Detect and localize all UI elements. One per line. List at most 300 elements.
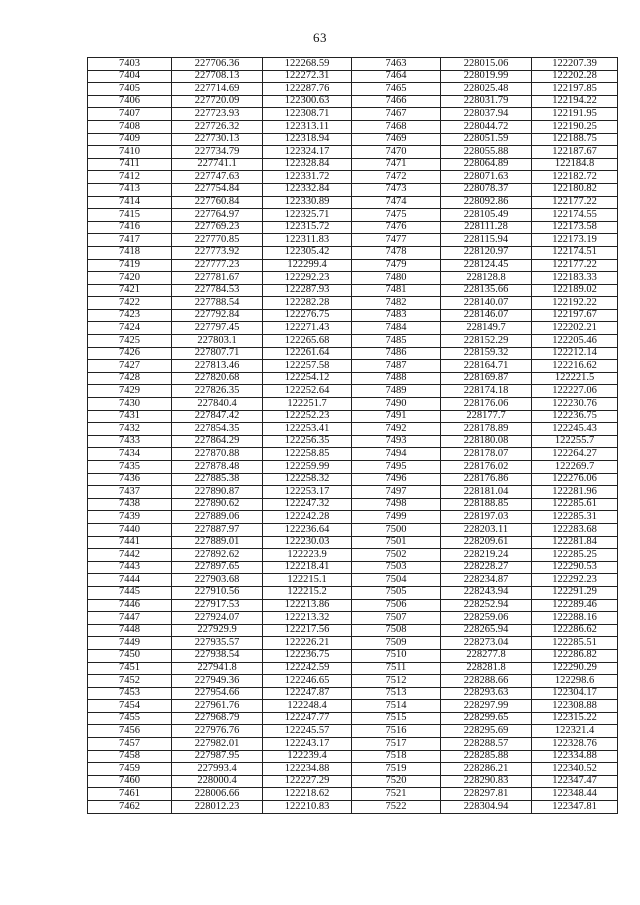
coordinates-table — [87, 57, 618, 814]
point-number-right: 7497 — [352, 486, 441, 499]
point-number-right: 7511 — [352, 662, 441, 675]
y-coordinate-right: 122308.88 — [532, 700, 618, 713]
x-coordinate-left: 228006.66 — [172, 788, 263, 801]
y-coordinate-left: 122287.76 — [263, 83, 352, 96]
point-number-right: 7472 — [352, 171, 441, 184]
y-coordinate-right: 122197.85 — [532, 83, 618, 96]
x-coordinate-right: 228120.97 — [441, 246, 532, 259]
point-number-left: 7443 — [88, 561, 172, 574]
y-coordinate-left: 122305.42 — [263, 246, 352, 259]
point-number-right: 7481 — [352, 284, 441, 297]
point-number-right: 7494 — [352, 448, 441, 461]
point-number-left: 7448 — [88, 624, 172, 637]
y-coordinate-right: 122174.51 — [532, 246, 618, 259]
point-number-right: 7488 — [352, 372, 441, 385]
x-coordinate-left: 227754.84 — [172, 183, 263, 196]
y-coordinate-left: 122245.57 — [263, 725, 352, 738]
table-row — [88, 183, 618, 196]
y-coordinate-right: 122290.29 — [532, 662, 618, 675]
x-coordinate-right: 228234.87 — [441, 574, 532, 587]
table-row — [88, 801, 618, 814]
x-coordinate-left: 227917.53 — [172, 599, 263, 612]
y-coordinate-right: 122188.75 — [532, 133, 618, 146]
y-coordinate-right: 122187.67 — [532, 146, 618, 159]
point-number-left: 7412 — [88, 171, 172, 184]
x-coordinate-right: 228288.66 — [441, 675, 532, 688]
point-number-right: 7521 — [352, 788, 441, 801]
point-number-left: 7456 — [88, 725, 172, 738]
x-coordinate-left: 227903.68 — [172, 574, 263, 587]
x-coordinate-right: 228078.37 — [441, 183, 532, 196]
x-coordinate-left: 227820.68 — [172, 372, 263, 385]
x-coordinate-left: 227924.07 — [172, 612, 263, 625]
x-coordinate-left: 228012.23 — [172, 801, 263, 814]
x-coordinate-left: 227847.42 — [172, 410, 263, 423]
x-coordinate-right: 228265.94 — [441, 624, 532, 637]
point-number-left: 7414 — [88, 196, 172, 209]
y-coordinate-right: 122245.43 — [532, 423, 618, 436]
y-coordinate-right: 122281.84 — [532, 536, 618, 549]
point-number-right: 7466 — [352, 95, 441, 108]
y-coordinate-left: 122253.17 — [263, 486, 352, 499]
table-row — [88, 70, 618, 83]
y-coordinate-left: 122330.89 — [263, 196, 352, 209]
x-coordinate-left: 227929.9 — [172, 624, 263, 637]
x-coordinate-left: 227747.63 — [172, 171, 263, 184]
y-coordinate-right: 122315.22 — [532, 712, 618, 725]
point-number-right: 7470 — [352, 146, 441, 159]
x-coordinate-right: 228055.88 — [441, 146, 532, 159]
point-number-left: 7439 — [88, 511, 172, 524]
y-coordinate-right: 122192.22 — [532, 297, 618, 310]
point-number-right: 7475 — [352, 209, 441, 222]
table-row — [88, 725, 618, 738]
point-number-left: 7451 — [88, 662, 172, 675]
y-coordinate-left: 122332.84 — [263, 183, 352, 196]
x-coordinate-left: 227720.09 — [172, 95, 263, 108]
point-number-left: 7428 — [88, 372, 172, 385]
table-row — [88, 108, 618, 121]
y-coordinate-left: 122292.23 — [263, 272, 352, 285]
y-coordinate-right: 122269.7 — [532, 461, 618, 474]
y-coordinate-right: 122180.82 — [532, 183, 618, 196]
point-number-left: 7421 — [88, 284, 172, 297]
point-number-right: 7520 — [352, 775, 441, 788]
y-coordinate-left: 122271.43 — [263, 322, 352, 335]
y-coordinate-right: 122285.25 — [532, 549, 618, 562]
x-coordinate-left: 227734.79 — [172, 146, 263, 159]
point-number-right: 7489 — [352, 385, 441, 398]
table-row — [88, 58, 618, 71]
point-number-right: 7504 — [352, 574, 441, 587]
x-coordinate-right: 228259.06 — [441, 612, 532, 625]
x-coordinate-left: 227889.06 — [172, 511, 263, 524]
table-row — [88, 586, 618, 599]
page-number: 63 — [313, 30, 327, 45]
table-row — [88, 423, 618, 436]
x-coordinate-right: 228181.04 — [441, 486, 532, 499]
x-coordinate-left: 227764.97 — [172, 209, 263, 222]
y-coordinate-right: 122202.21 — [532, 322, 618, 335]
y-coordinate-right: 122340.52 — [532, 763, 618, 776]
table-row — [88, 549, 618, 562]
y-coordinate-left: 122242.28 — [263, 511, 352, 524]
y-coordinate-right: 122182.72 — [532, 171, 618, 184]
point-number-left: 7440 — [88, 523, 172, 536]
x-coordinate-right: 228064.89 — [441, 158, 532, 171]
y-coordinate-right: 122197.67 — [532, 309, 618, 322]
x-coordinate-left: 227797.45 — [172, 322, 263, 335]
point-number-left: 7455 — [88, 712, 172, 725]
point-number-left: 7459 — [88, 763, 172, 776]
x-coordinate-right: 228169.87 — [441, 372, 532, 385]
y-coordinate-left: 122218.62 — [263, 788, 352, 801]
y-coordinate-left: 122324.17 — [263, 146, 352, 159]
y-coordinate-left: 122246.65 — [263, 675, 352, 688]
y-coordinate-right: 122177.22 — [532, 196, 618, 209]
x-coordinate-left: 227910.56 — [172, 586, 263, 599]
x-coordinate-left: 227982.01 — [172, 738, 263, 751]
y-coordinate-right: 122194.22 — [532, 95, 618, 108]
y-coordinate-left: 122215.2 — [263, 586, 352, 599]
y-coordinate-left: 122248.4 — [263, 700, 352, 713]
x-coordinate-left: 227954.66 — [172, 687, 263, 700]
x-coordinate-left: 227968.79 — [172, 712, 263, 725]
y-coordinate-left: 122213.86 — [263, 599, 352, 612]
point-number-left: 7404 — [88, 70, 172, 83]
x-coordinate-left: 227770.85 — [172, 234, 263, 247]
y-coordinate-right: 122289.46 — [532, 599, 618, 612]
y-coordinate-right: 122286.62 — [532, 624, 618, 637]
y-coordinate-right: 122189.02 — [532, 284, 618, 297]
x-coordinate-left: 227941.8 — [172, 662, 263, 675]
x-coordinate-right: 228176.86 — [441, 473, 532, 486]
y-coordinate-right: 122221.5 — [532, 372, 618, 385]
y-coordinate-right: 122264.27 — [532, 448, 618, 461]
x-coordinate-left: 227870.88 — [172, 448, 263, 461]
x-coordinate-right: 228293.63 — [441, 687, 532, 700]
point-number-left: 7403 — [88, 58, 172, 71]
table-row — [88, 398, 618, 411]
y-coordinate-right: 122236.75 — [532, 410, 618, 423]
table-row — [88, 624, 618, 637]
point-number-right: 7522 — [352, 801, 441, 814]
y-coordinate-right: 122230.76 — [532, 398, 618, 411]
y-coordinate-left: 122226.21 — [263, 637, 352, 650]
x-coordinate-left: 227892.62 — [172, 549, 263, 562]
y-coordinate-left: 122268.59 — [263, 58, 352, 71]
y-coordinate-left: 122258.85 — [263, 448, 352, 461]
x-coordinate-right: 228304.94 — [441, 801, 532, 814]
y-coordinate-right: 122334.88 — [532, 750, 618, 763]
x-coordinate-left: 227938.54 — [172, 649, 263, 662]
y-coordinate-right: 122212.14 — [532, 347, 618, 360]
x-coordinate-right: 228297.81 — [441, 788, 532, 801]
y-coordinate-right: 122285.51 — [532, 637, 618, 650]
table-row — [88, 221, 618, 234]
y-coordinate-left: 122328.84 — [263, 158, 352, 171]
x-coordinate-left: 227777.23 — [172, 259, 263, 272]
y-coordinate-left: 122243.17 — [263, 738, 352, 751]
x-coordinate-right: 228025.48 — [441, 83, 532, 96]
x-coordinate-left: 227788.54 — [172, 297, 263, 310]
point-number-right: 7467 — [352, 108, 441, 121]
point-number-right: 7487 — [352, 360, 441, 373]
point-number-right: 7493 — [352, 435, 441, 448]
x-coordinate-right: 228178.89 — [441, 423, 532, 436]
point-number-right: 7506 — [352, 599, 441, 612]
y-coordinate-left: 122313.11 — [263, 120, 352, 133]
point-number-right: 7478 — [352, 246, 441, 259]
point-number-left: 7417 — [88, 234, 172, 247]
point-number-right: 7463 — [352, 58, 441, 71]
table-row — [88, 309, 618, 322]
y-coordinate-right: 122285.61 — [532, 498, 618, 511]
point-number-left: 7437 — [88, 486, 172, 499]
point-number-left: 7427 — [88, 360, 172, 373]
point-number-left: 7438 — [88, 498, 172, 511]
x-coordinate-right: 228243.94 — [441, 586, 532, 599]
x-coordinate-left: 227890.87 — [172, 486, 263, 499]
point-number-left: 7408 — [88, 120, 172, 133]
y-coordinate-right: 122190.25 — [532, 120, 618, 133]
x-coordinate-right: 228124.45 — [441, 259, 532, 272]
table-row — [88, 272, 618, 285]
x-coordinate-left: 227781.67 — [172, 272, 263, 285]
x-coordinate-right: 228149.7 — [441, 322, 532, 335]
x-coordinate-right: 228037.94 — [441, 108, 532, 121]
point-number-right: 7518 — [352, 750, 441, 763]
table-row — [88, 511, 618, 524]
point-number-right: 7501 — [352, 536, 441, 549]
point-number-left: 7458 — [88, 750, 172, 763]
y-coordinate-right: 122177.22 — [532, 259, 618, 272]
x-coordinate-right: 228174.18 — [441, 385, 532, 398]
table-row — [88, 536, 618, 549]
point-number-right: 7484 — [352, 322, 441, 335]
point-number-right: 7486 — [352, 347, 441, 360]
x-coordinate-right: 228071.63 — [441, 171, 532, 184]
table-row — [88, 498, 618, 511]
point-number-right: 7474 — [352, 196, 441, 209]
x-coordinate-left: 227708.13 — [172, 70, 263, 83]
y-coordinate-right: 122298.6 — [532, 675, 618, 688]
x-coordinate-left: 227792.84 — [172, 309, 263, 322]
y-coordinate-right: 122174.55 — [532, 209, 618, 222]
y-coordinate-left: 122251.7 — [263, 398, 352, 411]
point-number-right: 7510 — [352, 649, 441, 662]
x-coordinate-right: 228176.02 — [441, 461, 532, 474]
x-coordinate-right: 228177.7 — [441, 410, 532, 423]
point-number-left: 7445 — [88, 586, 172, 599]
x-coordinate-right: 228281.8 — [441, 662, 532, 675]
y-coordinate-right: 122348.44 — [532, 788, 618, 801]
x-coordinate-right: 228203.11 — [441, 523, 532, 536]
point-number-right: 7471 — [352, 158, 441, 171]
point-number-left: 7446 — [88, 599, 172, 612]
point-number-left: 7429 — [88, 385, 172, 398]
point-number-left: 7462 — [88, 801, 172, 814]
x-coordinate-left: 227878.48 — [172, 461, 263, 474]
table-row — [88, 599, 618, 612]
y-coordinate-right: 122227.06 — [532, 385, 618, 398]
x-coordinate-right: 228295.69 — [441, 725, 532, 738]
table-row — [88, 750, 618, 763]
x-coordinate-right: 228051.59 — [441, 133, 532, 146]
y-coordinate-left: 122217.56 — [263, 624, 352, 637]
point-number-left: 7442 — [88, 549, 172, 562]
y-coordinate-right: 122347.47 — [532, 775, 618, 788]
x-coordinate-left: 228000.4 — [172, 775, 263, 788]
y-coordinate-right: 122292.23 — [532, 574, 618, 587]
y-coordinate-left: 122247.77 — [263, 712, 352, 725]
y-coordinate-right: 122207.39 — [532, 58, 618, 71]
y-coordinate-right: 122184.8 — [532, 158, 618, 171]
y-coordinate-left: 122227.29 — [263, 775, 352, 788]
point-number-right: 7480 — [352, 272, 441, 285]
x-coordinate-right: 228197.03 — [441, 511, 532, 524]
y-coordinate-left: 122236.75 — [263, 649, 352, 662]
table-row — [88, 637, 618, 650]
point-number-left: 7449 — [88, 637, 172, 650]
point-number-right: 7514 — [352, 700, 441, 713]
table-row — [88, 360, 618, 373]
x-coordinate-right: 228180.08 — [441, 435, 532, 448]
x-coordinate-right: 228285.88 — [441, 750, 532, 763]
table-row — [88, 561, 618, 574]
x-coordinate-left: 227726.32 — [172, 120, 263, 133]
y-coordinate-left: 122254.12 — [263, 372, 352, 385]
y-coordinate-left: 122276.75 — [263, 309, 352, 322]
x-coordinate-left: 227993.4 — [172, 763, 263, 776]
x-coordinate-right: 228152.29 — [441, 335, 532, 348]
y-coordinate-left: 122242.59 — [263, 662, 352, 675]
table-row — [88, 738, 618, 751]
point-number-left: 7415 — [88, 209, 172, 222]
table-row — [88, 335, 618, 348]
y-coordinate-right: 122304.17 — [532, 687, 618, 700]
point-number-left: 7450 — [88, 649, 172, 662]
point-number-left: 7405 — [88, 83, 172, 96]
point-number-right: 7483 — [352, 309, 441, 322]
y-coordinate-left: 122299.4 — [263, 259, 352, 272]
y-coordinate-left: 122213.32 — [263, 612, 352, 625]
x-coordinate-left: 227840.4 — [172, 398, 263, 411]
y-coordinate-left: 122256.35 — [263, 435, 352, 448]
point-number-left: 7419 — [88, 259, 172, 272]
y-coordinate-left: 122247.87 — [263, 687, 352, 700]
table-row — [88, 700, 618, 713]
point-number-right: 7498 — [352, 498, 441, 511]
x-coordinate-right: 228176.06 — [441, 398, 532, 411]
x-coordinate-right: 228178.07 — [441, 448, 532, 461]
x-coordinate-right: 228146.07 — [441, 309, 532, 322]
x-coordinate-right: 228277.8 — [441, 649, 532, 662]
point-number-right: 7465 — [352, 83, 441, 96]
table-row — [88, 473, 618, 486]
y-coordinate-right: 122216.62 — [532, 360, 618, 373]
y-coordinate-right: 122288.16 — [532, 612, 618, 625]
x-coordinate-left: 227706.36 — [172, 58, 263, 71]
point-number-left: 7422 — [88, 297, 172, 310]
y-coordinate-left: 122272.31 — [263, 70, 352, 83]
table-row — [88, 297, 618, 310]
point-number-right: 7469 — [352, 133, 441, 146]
x-coordinate-right: 228044.72 — [441, 120, 532, 133]
x-coordinate-left: 227723.93 — [172, 108, 263, 121]
x-coordinate-right: 228299.65 — [441, 712, 532, 725]
x-coordinate-right: 228188.85 — [441, 498, 532, 511]
table-row — [88, 448, 618, 461]
table-row — [88, 259, 618, 272]
point-number-left: 7426 — [88, 347, 172, 360]
x-coordinate-right: 228228.27 — [441, 561, 532, 574]
point-number-right: 7508 — [352, 624, 441, 637]
x-coordinate-left: 227961.76 — [172, 700, 263, 713]
table-row — [88, 196, 618, 209]
table-row — [88, 763, 618, 776]
table-row — [88, 347, 618, 360]
y-coordinate-right: 122328.76 — [532, 738, 618, 751]
x-coordinate-left: 227864.29 — [172, 435, 263, 448]
point-number-right: 7513 — [352, 687, 441, 700]
point-number-right: 7505 — [352, 586, 441, 599]
x-coordinate-right: 228209.61 — [441, 536, 532, 549]
x-coordinate-left: 227813.46 — [172, 360, 263, 373]
y-coordinate-left: 122265.68 — [263, 335, 352, 348]
point-number-left: 7416 — [88, 221, 172, 234]
y-coordinate-right: 122290.53 — [532, 561, 618, 574]
y-coordinate-left: 122311.83 — [263, 234, 352, 247]
y-coordinate-left: 122300.63 — [263, 95, 352, 108]
point-number-left: 7431 — [88, 410, 172, 423]
point-number-right: 7499 — [352, 511, 441, 524]
x-coordinate-left: 227854.35 — [172, 423, 263, 436]
y-coordinate-left: 122287.93 — [263, 284, 352, 297]
point-number-left: 7441 — [88, 536, 172, 549]
x-coordinate-left: 227741.1 — [172, 158, 263, 171]
x-coordinate-right: 228135.66 — [441, 284, 532, 297]
point-number-left: 7413 — [88, 183, 172, 196]
point-number-right: 7476 — [352, 221, 441, 234]
y-coordinate-left: 122282.28 — [263, 297, 352, 310]
point-number-left: 7423 — [88, 309, 172, 322]
y-coordinate-right: 122276.06 — [532, 473, 618, 486]
x-coordinate-right: 228105.49 — [441, 209, 532, 222]
point-number-left: 7452 — [88, 675, 172, 688]
point-number-left: 7407 — [88, 108, 172, 121]
x-coordinate-right: 228286.21 — [441, 763, 532, 776]
x-coordinate-left: 227730.13 — [172, 133, 263, 146]
point-number-right: 7503 — [352, 561, 441, 574]
point-number-left: 7410 — [88, 146, 172, 159]
y-coordinate-left: 122210.83 — [263, 801, 352, 814]
table-row — [88, 662, 618, 675]
point-number-left: 7418 — [88, 246, 172, 259]
y-coordinate-left: 122218.41 — [263, 561, 352, 574]
point-number-right: 7492 — [352, 423, 441, 436]
point-number-left: 7434 — [88, 448, 172, 461]
table-row — [88, 209, 618, 222]
point-number-right: 7495 — [352, 461, 441, 474]
point-number-left: 7457 — [88, 738, 172, 751]
x-coordinate-left: 227714.69 — [172, 83, 263, 96]
table-row — [88, 246, 618, 259]
table-row — [88, 775, 618, 788]
point-number-right: 7479 — [352, 259, 441, 272]
point-number-left: 7460 — [88, 775, 172, 788]
point-number-right: 7490 — [352, 398, 441, 411]
